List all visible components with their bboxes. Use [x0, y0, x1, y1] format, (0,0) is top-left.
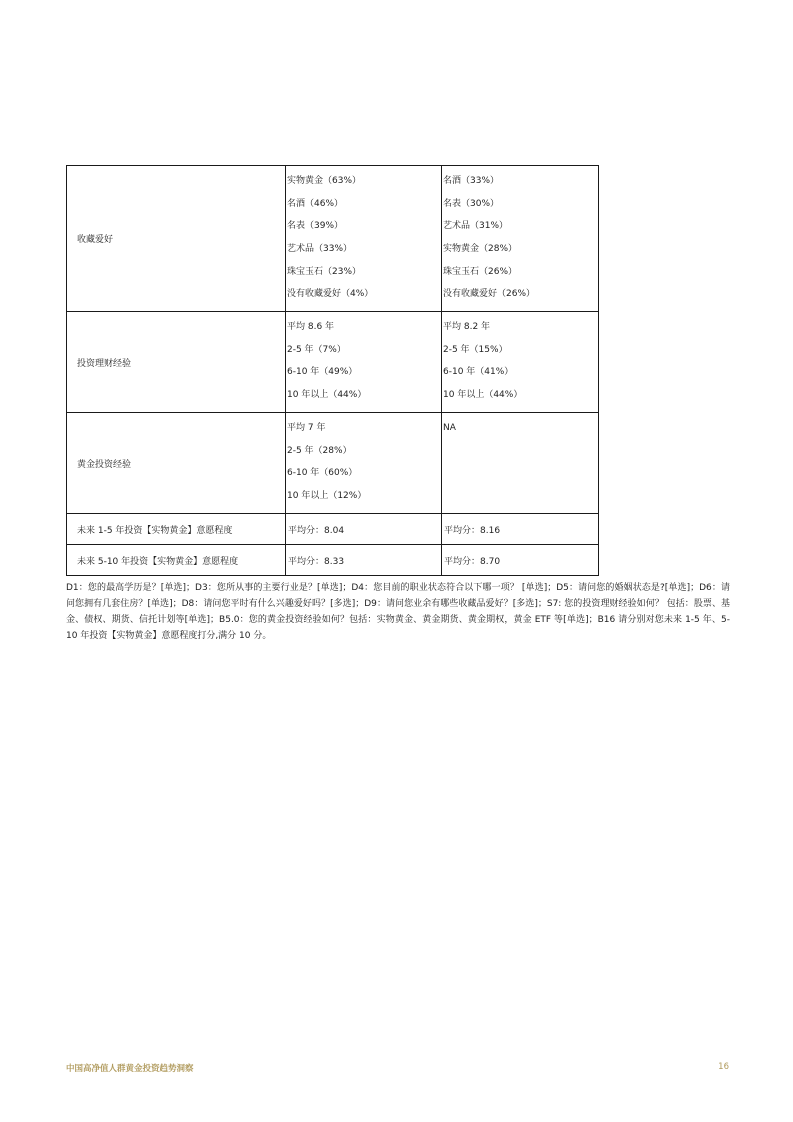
- col1-cell: 平均分：8.04: [286, 514, 442, 545]
- row-label: 黄金投资经验: [67, 413, 286, 514]
- cell-line: 名表（39%）: [287, 221, 344, 232]
- survey-table: [66, 165, 599, 576]
- cell-line: NA: [443, 423, 456, 433]
- cell-line: 平均 8.6 年: [287, 322, 335, 332]
- cell-line: 没有收藏爱好（4%）: [287, 289, 374, 300]
- col1-cell: [286, 413, 442, 514]
- cell-line: 名表（30%）: [443, 198, 500, 209]
- cell-line: 10 年以上（44%）: [287, 390, 367, 401]
- col1-cell: [286, 166, 442, 312]
- col2-cell: 平均分：8.70: [442, 545, 599, 576]
- footer-page-number: 16: [718, 1062, 729, 1072]
- footer-report-title: 中国高净值人群黄金投资趋势洞察: [66, 1064, 194, 1074]
- table-row-gold-experience: [67, 413, 599, 514]
- cell-line: 名酒（33%）: [443, 176, 500, 186]
- cell-line: 珠宝玉石（23%）: [287, 266, 362, 277]
- row-label: 未来 1-5 年投资【实物黄金】意愿程度: [67, 514, 286, 545]
- row-label: 投资理财经验: [67, 312, 286, 413]
- cell-line: 实物黄金（28%）: [443, 244, 518, 255]
- cell-line: 6-10 年（41%）: [443, 367, 514, 378]
- cell-line: 没有收藏爱好（26%）: [443, 289, 536, 300]
- table-row-collection: [67, 166, 599, 312]
- cell-line: 6-10 年（49%）: [287, 367, 358, 378]
- cell-line: 珠宝玉石（26%）: [443, 266, 518, 277]
- cell-line: 平均 8.2 年: [443, 322, 491, 332]
- cell-line: 2-5 年（15%）: [443, 344, 508, 355]
- col1-cell: 平均分：8.33: [286, 545, 442, 576]
- table-footnote: D1：您的最高学历是？[单选]；D3：您所从事的主要行业是？[单选]；D4：您目前的职业状态符合以下哪一项？ [单选]；D5：请问您的婚姻状态是?[单选]；D6：请问您拥有几套住房？[单选]；D8：请问您平时有什么兴趣爱好吗？[多选]；D9：请问您业余有哪些收藏品爱好？[多选]；S7: 您的投资理财经验如何？ 包括：股票、基金、债权、期货、信托计划等[单选]；B5.0：您的黄金投资经验如何？包括：实物黄金、黄金期货、黄金期权，黄金 ETF 等[单选]；B16 请分别对您未来 1-5 年、5-10 年投资【实物黄金】意愿程度打分,满分 10 分。: [66, 583, 730, 641]
- table-row-willingness-5-10: [67, 545, 599, 576]
- cell-line: 平均 7 年: [287, 423, 326, 433]
- cell-line: 2-5 年（28%）: [287, 445, 352, 456]
- col1-cell: [286, 312, 442, 413]
- table-row-willingness-1-5: [67, 514, 599, 545]
- cell-line: 2-5 年（7%）: [287, 344, 346, 355]
- col2-cell: [442, 166, 599, 312]
- row-label: 收藏爱好: [67, 166, 286, 312]
- col2-cell: 平均分：8.16: [442, 514, 599, 545]
- table-row-investment-experience: [67, 312, 599, 413]
- cell-line: 名酒（46%）: [287, 198, 344, 209]
- col2-cell: [442, 312, 599, 413]
- cell-line: 10 年以上（12%）: [287, 491, 367, 502]
- cell-line: 6-10 年（60%）: [287, 468, 358, 479]
- col2-cell: [442, 413, 599, 514]
- row-label: 未来 5-10 年投资【实物黄金】意愿程度: [67, 545, 286, 576]
- cell-line: 实物黄金（63%）: [287, 176, 362, 186]
- cell-line: 10 年以上（44%）: [443, 390, 523, 401]
- cell-line: 艺术品（33%）: [287, 244, 353, 255]
- cell-line: 艺术品（31%）: [443, 221, 509, 232]
